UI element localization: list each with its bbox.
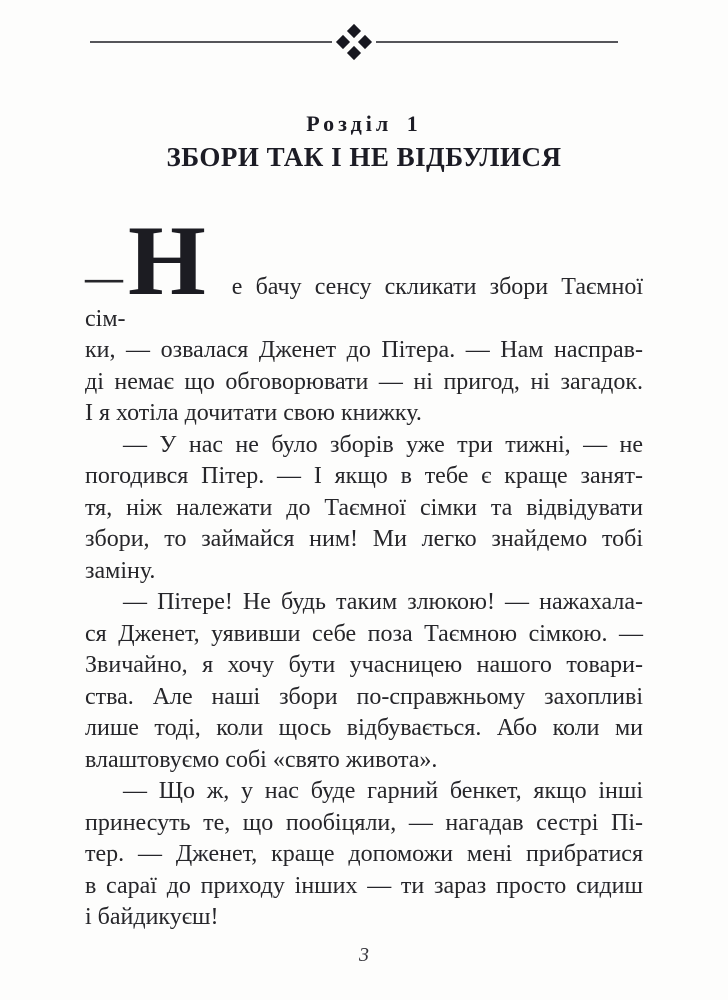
text-line: і байдикуєш!	[85, 904, 219, 931]
chapter-divider	[90, 24, 618, 60]
text-line: тя, ніж належати до Таємної сімки та відвідувати	[85, 494, 643, 521]
text-line: — У нас не було зборів уже три тижні, — не	[123, 431, 643, 458]
text-line: І я хотіла дочитати свою книжку.	[85, 400, 422, 427]
drop-cap: Н	[128, 205, 206, 317]
text-line-dropcap	[85, 205, 643, 335]
text-line: — Що ж, у нас буде гарний бенкет, якщо інші	[123, 778, 643, 805]
text-line: збори, то займайся ним! Ми легко знайдемо тобі	[85, 526, 643, 553]
text-line: заміну.	[85, 557, 156, 584]
text-line: погодився Пітер. — І якщо в тебе є краще занят-	[85, 463, 643, 490]
text-line: влаштовуємо собі «свято живота».	[85, 746, 438, 773]
chapter-number: Розділ 1	[306, 111, 422, 136]
text-line-content: е бачу сенсу скликати збори Таємної сім-	[85, 274, 643, 332]
text-line: ся Дженет, уявивши себе поза Таємною сімкою. —	[85, 620, 643, 647]
divider-line-right	[376, 41, 618, 43]
divider-line-left	[90, 41, 332, 43]
chapter-text	[85, 205, 643, 934]
text-line: в сараї до приходу інших — ти зараз просто сидиш	[85, 872, 643, 899]
dialogue-dash: —	[85, 257, 123, 300]
text-line: Звичайно, я хочу бути учасницею нашого товари-	[85, 652, 643, 679]
text-line: лише тоді, коли щось відбувається. Або коли ми	[85, 715, 643, 742]
text-line: тер. — Дженет, краще допоможи мені прибратися	[85, 841, 643, 868]
paragraph-opening	[85, 205, 643, 430]
paragraph	[85, 587, 643, 776]
text-line: ки, — озвалася Дженет до Пітера. — Нам насправ-	[85, 337, 643, 364]
text-line: ства. Але наші збори по-справжньому захопливі	[85, 683, 643, 710]
paragraph	[85, 776, 643, 934]
four-diamond-ornament-icon	[337, 25, 371, 59]
page-number: 3	[359, 943, 369, 966]
text-line: ді немає що обговорювати — ні пригод, ні загадок.	[85, 368, 643, 395]
chapter-title: ЗБОРИ ТАК І НЕ ВІДБУЛИСЯ	[166, 142, 562, 172]
paragraphs-container	[85, 430, 643, 934]
text-line: принесуть те, що пообіцяли, — нагадав сестрі Пі-	[85, 809, 643, 836]
paragraph	[85, 430, 643, 588]
text-line: — Пітере! Не будь таким злюкою! — нажахала-	[123, 589, 643, 616]
